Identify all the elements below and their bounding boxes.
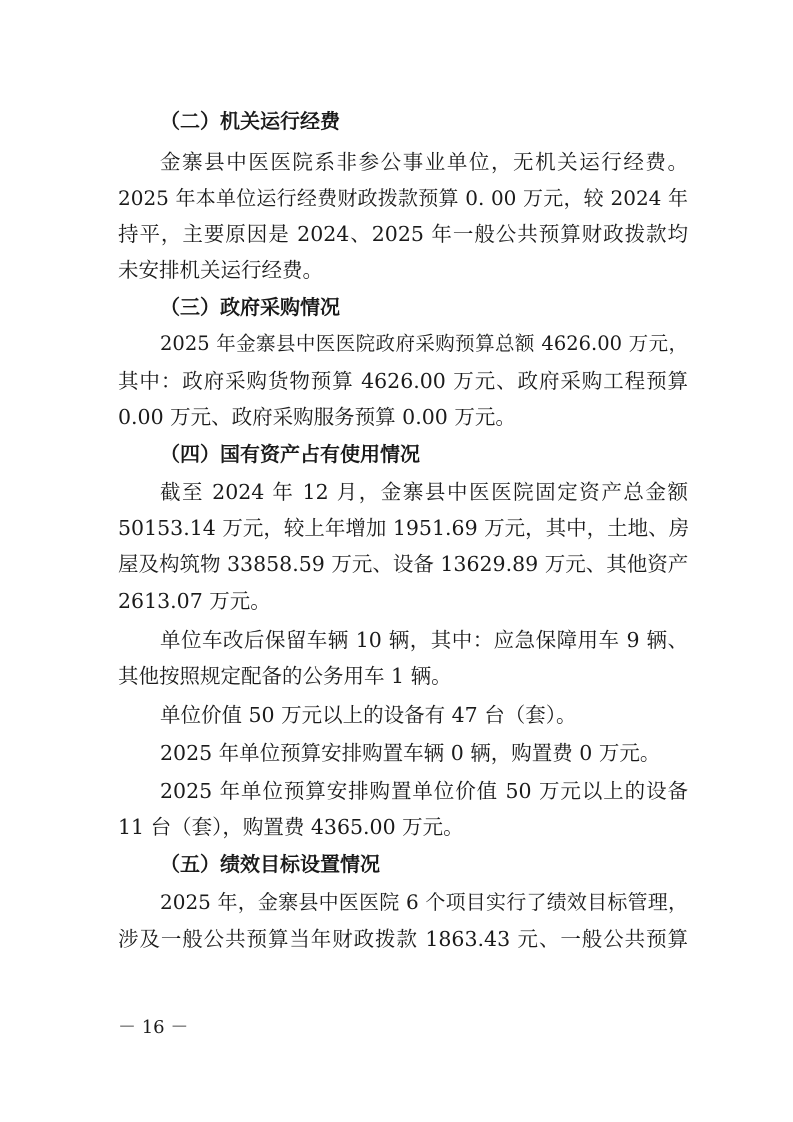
text-line: 2025 年单位预算安排购置单位价值 50 万元以上的设备 [160, 779, 688, 803]
text-line: 截至 2024 年 12 月，金寨县中医医院固定资产总金额 [160, 480, 688, 504]
text-line: 2025 年，金寨县中医医院 6 个项目实行了绩效目标管理， [160, 890, 688, 914]
text-line: 金寨县中医医院系非参公事业单位，无机关运行经费。 [160, 150, 688, 174]
text-line: 其中：政府采购货物预算 4626.00 万元、政府采购工程预算 [118, 369, 688, 393]
text-line: 未安排机关运行经费。 [118, 258, 323, 282]
text-line: 持平，主要原因是 2024、2025 年一般公共预算财政拨款均 [118, 222, 688, 246]
text-line: 其他按照规定配备的公务用车 1 辆。 [118, 664, 452, 688]
section-heading-performance-goals: （五）绩效目标设置情况 [160, 852, 380, 876]
text-line: 0.00 万元、政府采购服务预算 0.00 万元。 [118, 405, 516, 429]
section-heading-operating-expenses: （二）机关运行经费 [160, 109, 340, 133]
text-line: 50153.14 万元，较上年增加 1951.69 万元，其中，土地、房 [118, 516, 690, 540]
text-line: 单位价值 50 万元以上的设备有 47 台（套）。 [160, 703, 577, 727]
text-line: 2025 年金寨县中医医院政府采购预算总额 4626.00 万元， [160, 332, 688, 355]
text-line: 单位车改后保留车辆 10 辆，其中：应急保障用车 9 辆、 [160, 628, 688, 652]
text-line: 屋及构筑物 33858.59 万元、设备 13629.89 万元、其他资产 [118, 552, 689, 576]
section-heading-state-assets: （四）国有资产占有使用情况 [160, 442, 420, 466]
text-line: 涉及一般公共预算当年财政拨款 1863.43 元、一般公共预算 [118, 927, 688, 951]
text-line: 2613.07 万元。 [118, 589, 271, 613]
page-number: － 16 － [118, 1017, 189, 1038]
section-heading-government-procurement: （三）政府采购情况 [160, 295, 340, 319]
text-line: 2025 年本单位运行经费财政拨款预算 0. 00 万元，较 2024 年 [118, 186, 688, 210]
text-line: 11 台（套），购置费 4365.00 万元。 [118, 815, 464, 839]
text-line: 2025 年单位预算安排购置车辆 0 辆，购置费 0 万元。 [160, 741, 661, 765]
